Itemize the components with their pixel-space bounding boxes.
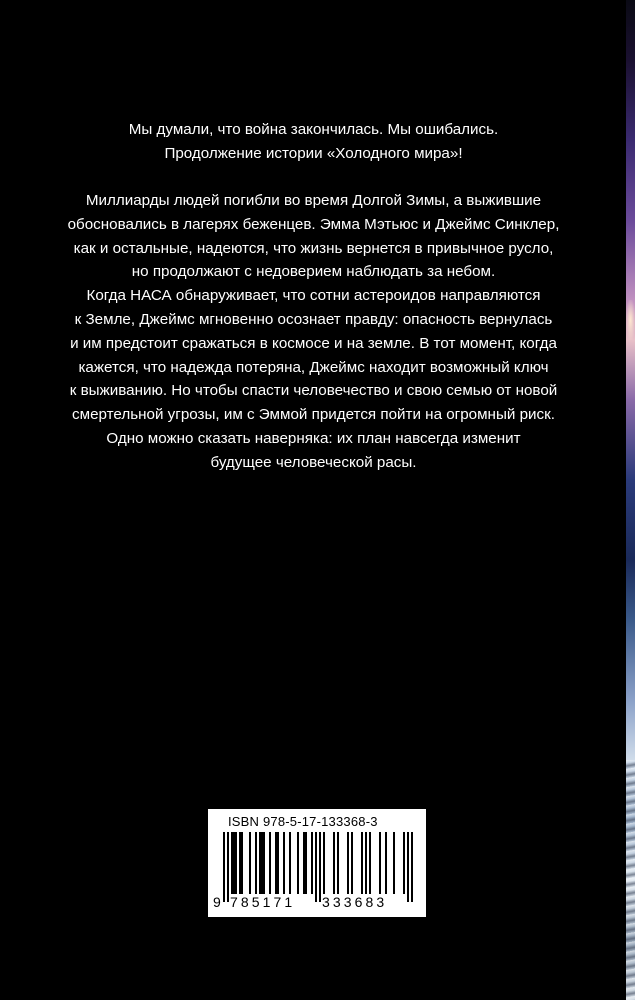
tagline-line: Мы думали, что война закончилась. Мы ошибались. bbox=[128, 121, 499, 138]
barcode-bar bbox=[393, 832, 395, 894]
tagline bbox=[66, 118, 561, 166]
barcode-guard-bar bbox=[411, 832, 413, 902]
isbn-label: ISBN 978-5-17-133368-3 bbox=[228, 814, 378, 829]
barcode-guard-bar bbox=[319, 832, 321, 902]
cover-art-glow bbox=[626, 300, 635, 340]
barcode-bar bbox=[303, 832, 307, 894]
barcode-bar bbox=[297, 832, 299, 894]
barcode-bar bbox=[379, 832, 381, 894]
description-line: Когда НАСА обнаруживает, что сотни астероидов направляются bbox=[86, 287, 541, 305]
barcode-left-digits: 785171 bbox=[230, 894, 296, 910]
barcode-right-digits: 333683 bbox=[322, 894, 388, 910]
cover-art-ice bbox=[626, 760, 635, 1000]
front-cover-art-edge bbox=[626, 0, 635, 1000]
barcode-bar bbox=[311, 832, 313, 894]
barcode-bar bbox=[275, 832, 279, 894]
barcode-bar bbox=[333, 832, 335, 894]
barcode-bar bbox=[369, 832, 371, 894]
barcode-bar bbox=[255, 832, 257, 894]
description-line: но продолжают с недоверием наблюдать за небом. bbox=[131, 263, 496, 281]
description-line: к выживанию. Но чтобы спасти человечество и свою семью от новой bbox=[69, 382, 558, 400]
description-line: Миллиарды людей погибли во время Долгой Зимы, а выжившие bbox=[85, 192, 542, 209]
barcode-guard-bar bbox=[223, 832, 225, 902]
description-line: смертельной угрозы, им с Эммой придется пойти на огромный риск. bbox=[72, 406, 555, 424]
tagline-line: Продолжение истории «Холодного мира»! bbox=[164, 144, 463, 162]
barcode-bar bbox=[249, 832, 251, 894]
description-line: как и остальные, надеются, что жизнь вернется в привычное русло, bbox=[73, 239, 554, 257]
barcode-bar bbox=[347, 832, 349, 894]
barcode-guard-bar bbox=[315, 832, 317, 902]
barcode-bar bbox=[289, 832, 291, 894]
description-line: обосновались в лагерях беженцев. Эмма Мэтьюс и Джеймс Синклер, bbox=[67, 215, 560, 233]
barcode-bar bbox=[365, 832, 367, 894]
description-line: кажется, что надежда потеряна, Джеймс находит возможный ключ bbox=[78, 358, 549, 376]
barcode-bar bbox=[337, 832, 339, 894]
barcode-bar bbox=[361, 832, 363, 894]
description-line: к Земле, Джеймс мгновенно осознает правду: опасность вернулась bbox=[74, 310, 553, 328]
barcode-bar bbox=[269, 832, 271, 894]
barcode-bar bbox=[283, 832, 285, 894]
book-description bbox=[66, 189, 561, 475]
barcode-bar bbox=[259, 832, 265, 894]
barcode-bar bbox=[403, 832, 405, 894]
barcode-bar bbox=[323, 832, 325, 894]
description-line: Одно можно сказать наверняка: их план навсегда изменит bbox=[106, 429, 521, 447]
barcode-bar bbox=[239, 832, 243, 894]
description-line: будущее человеческой расы. bbox=[210, 453, 417, 471]
barcode-bar bbox=[351, 832, 353, 894]
barcode-bar bbox=[385, 832, 387, 894]
barcode-first-digit: 9 bbox=[213, 894, 221, 910]
barcode-guard-bar bbox=[227, 832, 229, 902]
isbn-barcode-block bbox=[208, 809, 426, 917]
description-line: и им предстоит сражаться в космосе и на земле. В тот момент, когда bbox=[70, 334, 557, 352]
barcode-bar bbox=[231, 832, 237, 894]
barcode-guard-bar bbox=[407, 832, 409, 902]
